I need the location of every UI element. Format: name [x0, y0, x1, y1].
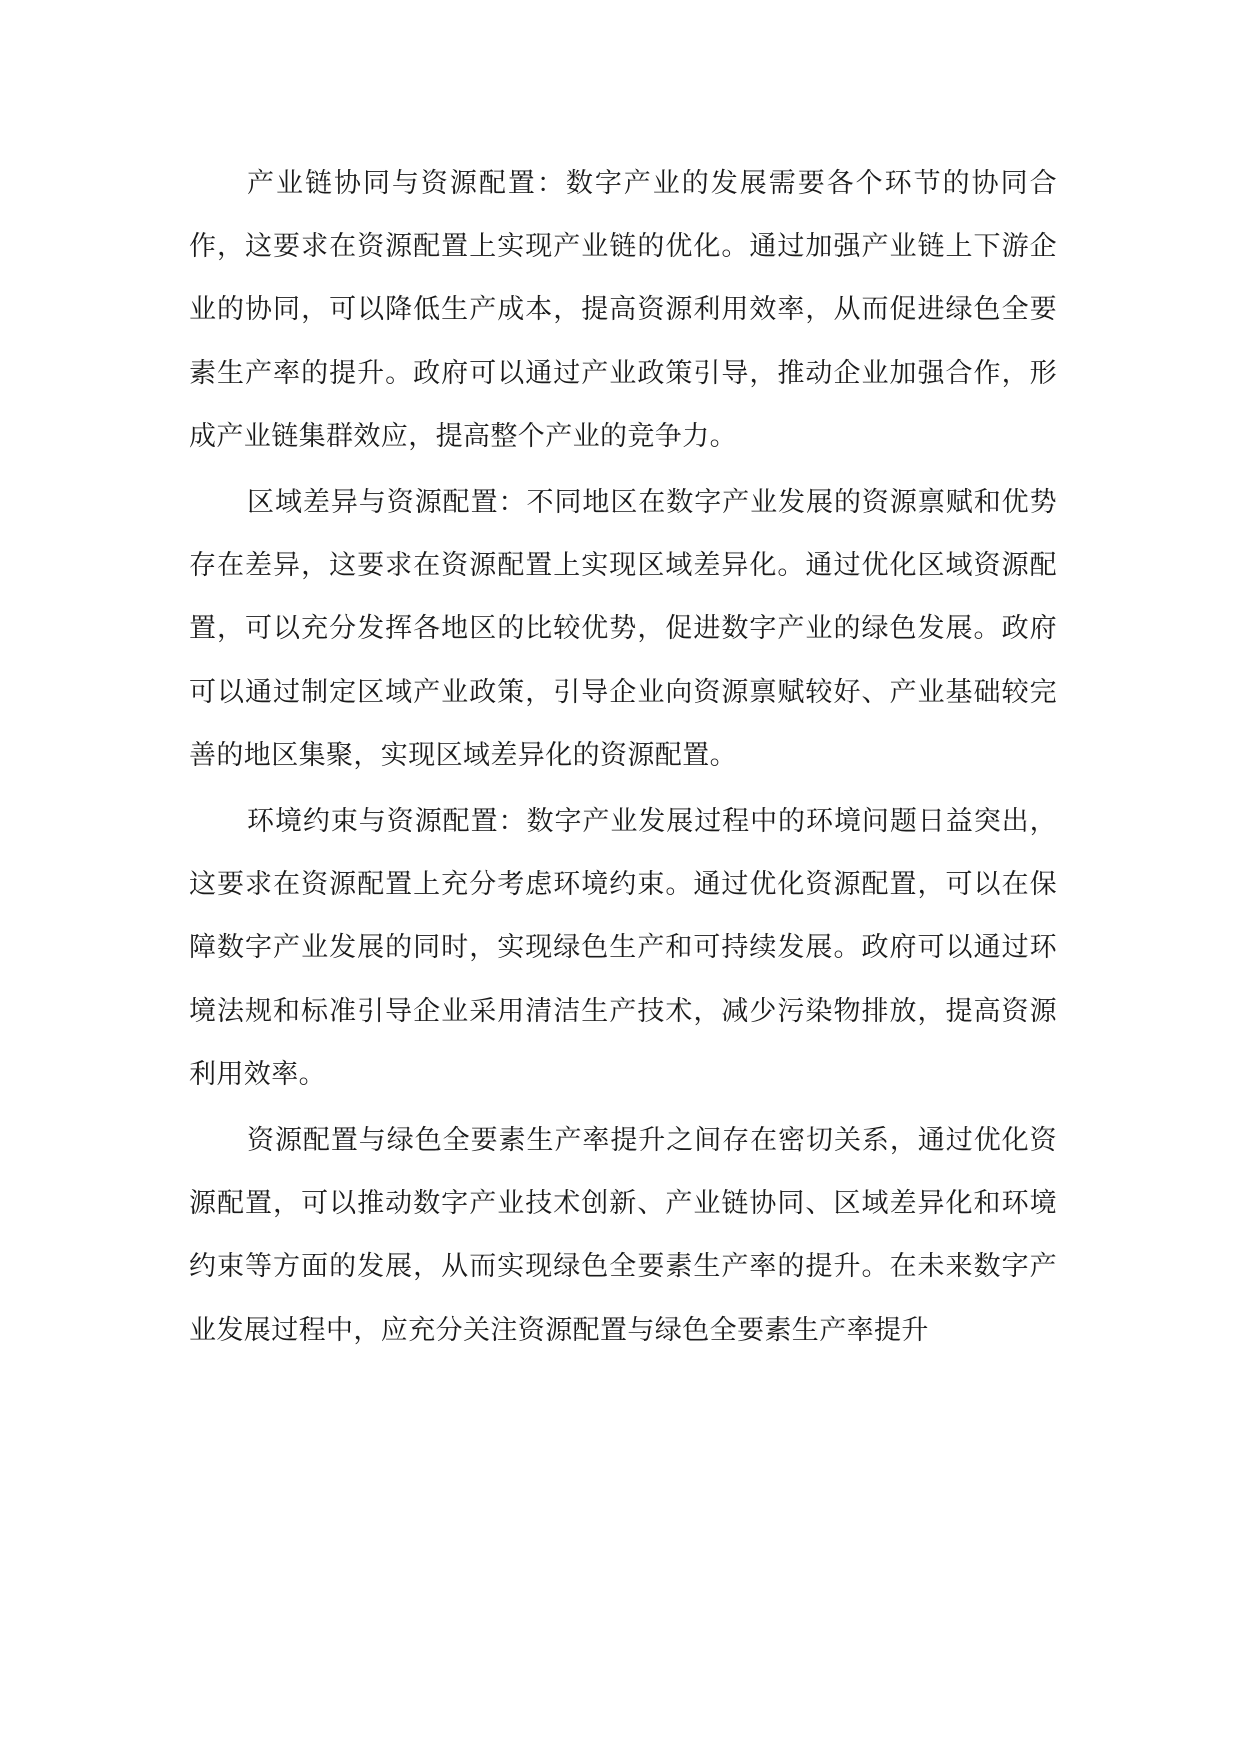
paragraph-industry-chain: 产业链协同与资源配置：数字产业的发展需要各个环节的协同合作，这要求在资源配置上实现产业链的优化。通过加强产业链上下游企业的协同，可以降低生产成本，提高资源利用效率，从而促进绿色全要素生产率的提升。政府可以通过产业政策引导，推动企业加强合作，形成产业链集群效应，提高整个产业的竞争力。: [189, 168, 1057, 452]
document-page: [189, 152, 1057, 1365]
paragraph-summary: 资源配置与绿色全要素生产率提升之间存在密切关系，通过优化资源配置，可以推动数字产业技术创新、产业链协同、区域差异化和环境约束等方面的发展，从而实现绿色全要素生产率的提升。在未来数字产业发展过程中，应充分关注资源配置与绿色全要素生产率提升: [189, 1125, 1057, 1346]
paragraph-regional-difference: 区域差异与资源配置：不同地区在数字产业发展的资源禀赋和优势存在差异，这要求在资源配置上实现区域差异化。通过优化区域资源配置，可以充分发挥各地区的比较优势，促进数字产业的绿色发展。政府可以通过制定区域产业政策，引导企业向资源禀赋较好、产业基础较完善的地区集聚，实现区域差异化的资源配置。: [189, 487, 1057, 771]
paragraph-environmental-constraint: 环境约束与资源配置：数字产业发展过程中的环境问题日益突出，这要求在资源配置上充分考虑环境约束。通过优化资源配置，可以在保障数字产业发展的同时，实现绿色生产和可持续发展。政府可以通过环境法规和标准引导企业采用清洁生产技术，减少污染物排放，提高资源利用效率。: [189, 806, 1057, 1090]
